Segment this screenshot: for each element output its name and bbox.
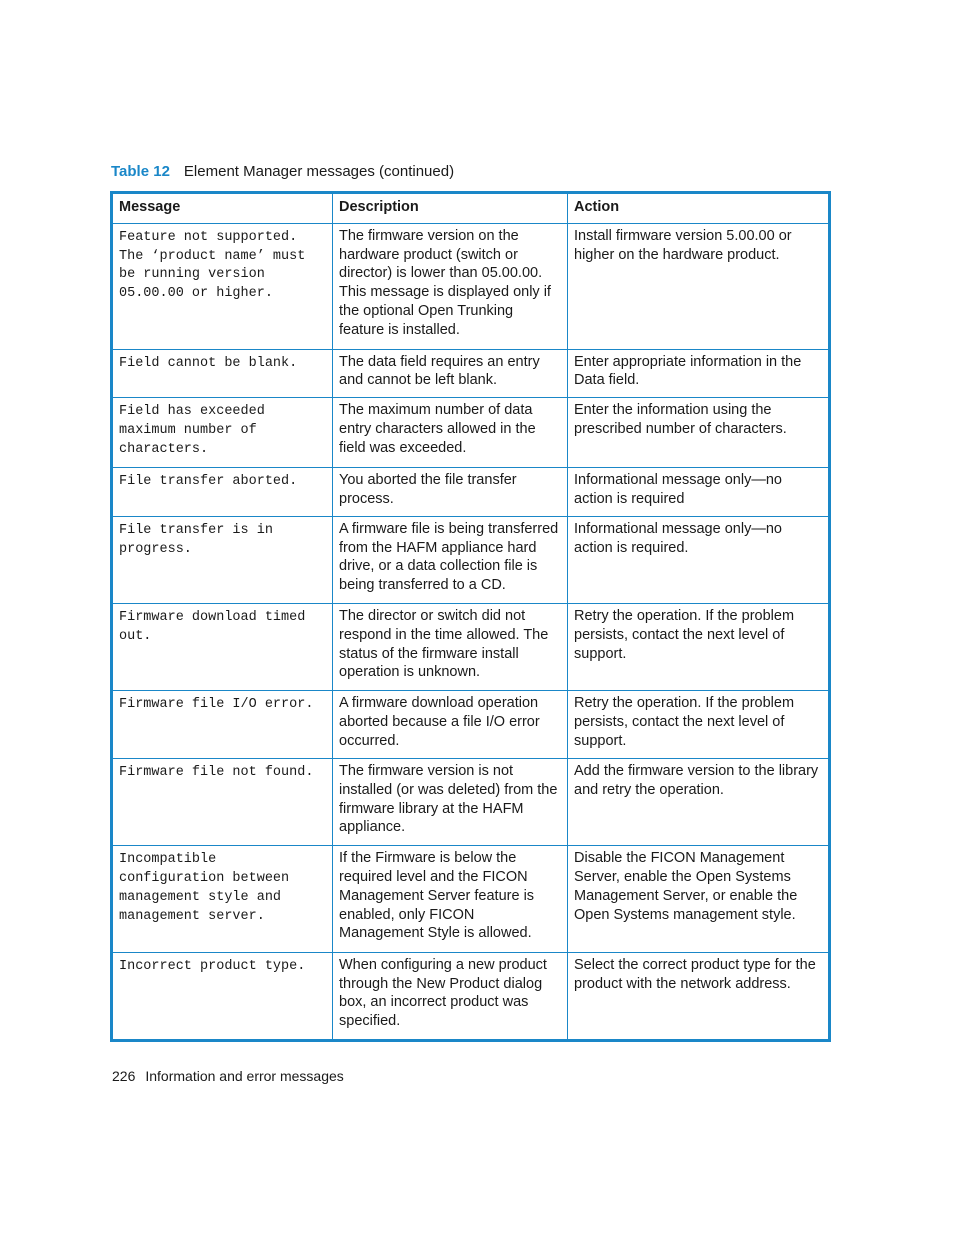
table-row xyxy=(113,398,829,468)
table-number: Table 12 xyxy=(111,163,170,180)
table-row xyxy=(113,846,829,952)
action-cell: Retry the operation. If the problem persists, contact the next level of support. xyxy=(568,604,829,691)
page-number: 226 xyxy=(112,1068,136,1084)
message-cell: File transfer is in progress. xyxy=(113,517,333,604)
column-header-action: Action xyxy=(568,194,829,224)
table-row xyxy=(113,468,829,517)
table-row xyxy=(113,952,829,1039)
footer-section-title: Information and error messages xyxy=(145,1068,344,1084)
table-row xyxy=(113,349,829,398)
message-cell: Incorrect product type. xyxy=(113,952,333,1039)
description-cell: A firmware file is being transferred from the HAFM appliance hard drive, or a data collection file is being transferred to a CD. xyxy=(333,517,568,604)
column-header-message: Message xyxy=(113,194,333,224)
message-cell: Firmware file not found. xyxy=(113,759,333,846)
table-row xyxy=(113,759,829,846)
description-cell: The director or switch did not respond in the time allowed. The status of the firmware install operation is unknown. xyxy=(333,604,568,691)
table-row xyxy=(113,517,829,604)
page-footer xyxy=(112,1066,344,1086)
table-caption xyxy=(111,162,454,182)
description-cell: The firmware version on the hardware product (switch or director) is lower than 05.00.00. This message is displayed only if the optional Open Trunking feature is installed. xyxy=(333,224,568,350)
description-cell: If the Firmware is below the required level and the FICON Management Server feature is enabled, only FICON Management Style is allowed. xyxy=(333,846,568,952)
messages-table-container xyxy=(110,191,831,1042)
action-cell: Informational message only—no action is required xyxy=(568,468,829,517)
table-row xyxy=(113,604,829,691)
message-cell: Feature not supported. The ‘product name’ must be running version 05.00.00 or higher. xyxy=(113,224,333,350)
message-cell: Field has exceeded maximum number of characters. xyxy=(113,398,333,468)
column-header-description: Description xyxy=(333,194,568,224)
message-cell: Field cannot be blank. xyxy=(113,349,333,398)
table-row xyxy=(113,691,829,759)
message-cell: Incompatible configuration between management style and management server. xyxy=(113,846,333,952)
description-cell: The maximum number of data entry characters allowed in the field was exceeded. xyxy=(333,398,568,468)
action-cell: Select the correct product type for the product with the network address. xyxy=(568,952,829,1039)
description-cell: When configuring a new product through the New Product dialog box, an incorrect product was specified. xyxy=(333,952,568,1039)
message-cell: File transfer aborted. xyxy=(113,468,333,517)
message-cell: Firmware file I/O error. xyxy=(113,691,333,759)
description-cell: A firmware download operation aborted because a file I/O error occurred. xyxy=(333,691,568,759)
description-cell: The firmware version is not installed (or was deleted) from the firmware library at the HAFM appliance. xyxy=(333,759,568,846)
description-cell: The data field requires an entry and cannot be left blank. xyxy=(333,349,568,398)
table-header-row xyxy=(113,194,829,224)
description-cell: You aborted the file transfer process. xyxy=(333,468,568,517)
action-cell: Enter appropriate information in the Data field. xyxy=(568,349,829,398)
messages-table xyxy=(112,193,829,1040)
table-title: Element Manager messages (continued) xyxy=(183,163,455,180)
action-cell: Retry the operation. If the problem persists, contact the next level of support. xyxy=(568,691,829,759)
action-cell: Add the firmware version to the library and retry the operation. xyxy=(568,759,829,846)
table-row xyxy=(113,224,829,350)
action-cell: Informational message only—no action is required. xyxy=(568,517,829,604)
message-cell: Firmware download timed out. xyxy=(113,604,333,691)
action-cell: Enter the information using the prescribed number of characters. xyxy=(568,398,829,468)
action-cell: Install firmware version 5.00.00 or higher on the hardware product. xyxy=(568,224,829,350)
action-cell: Disable the FICON Management Server, enable the Open Systems Management Server, or enable the Open Systems management style. xyxy=(568,846,829,952)
